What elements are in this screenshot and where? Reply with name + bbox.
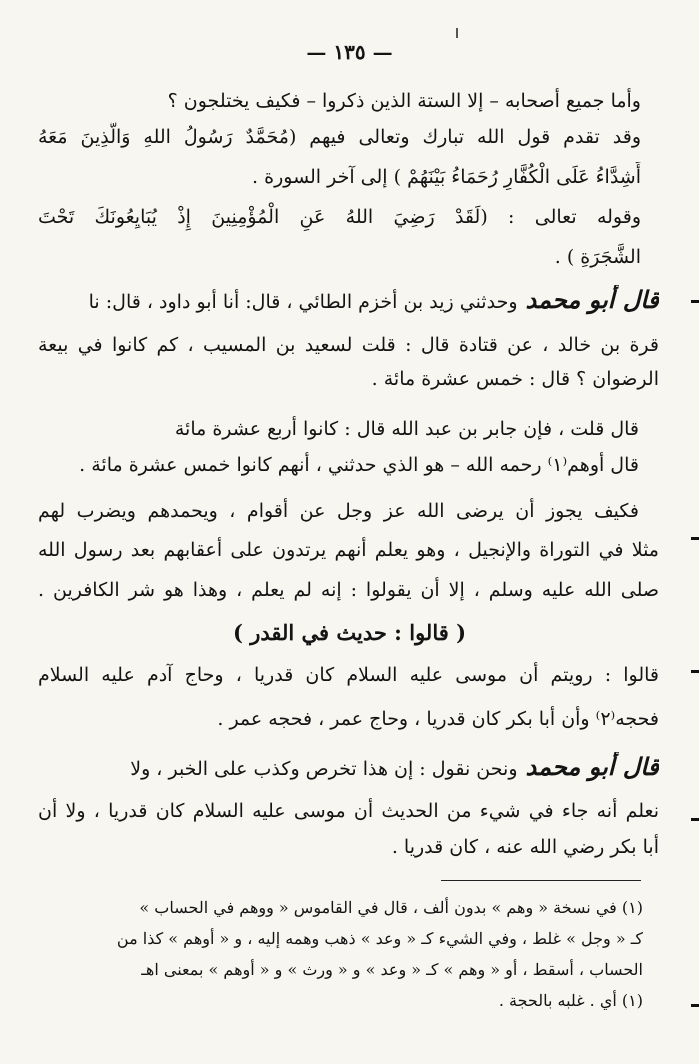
page-number: — ١٣٥ —: [306, 40, 393, 64]
text-line: وأما جميع أصحابه – إلا الستة الذين ذكروا – فكيف يختلجون ؟: [167, 90, 641, 112]
text-line: فكيف يجوز أن يرضى الله عز وجل عن أقوام ، ويحمدهم ويضرب لهم: [38, 500, 639, 522]
text-line: وقوله تعالى : (لَقَدْ رَضِيَ اللهُ عَنِ الْمُؤْمِنِينَ إِذْ يُبَايِعُونَكَ تَحْتَ: [38, 206, 641, 228]
margin-mark: [691, 670, 699, 673]
speaker-label: قال أبو محمد: [525, 752, 659, 781]
footnote-line: الحساب ، أسقط ، أو « وهم » كـ « وعد » و « ورث » و « أوهم » بمعنى اهـ: [141, 960, 643, 979]
text-line: قرة بن خالد ، عن قتادة قال : قلت لسعيد بن المسيب ، كم كانوا في بيعة: [38, 334, 659, 356]
text-line: قال أوهم⁽١⁾ رحمه الله – هو الذي حدثني ، أنهم كانوا خمس عشرة مائة .: [79, 454, 639, 476]
footnote-line: (١) أي . غلبه بالحجة .: [498, 991, 643, 1010]
text-line: مثلا في التوراة والإنجيل ، وهو يعلم أنهم يرتدون على أعقابهم بعد رسول الله: [38, 539, 659, 561]
text-line: أَشِدَّاءُ عَلَى الْكُفَّارِ رُحَمَاءُ بَيْنَهُمْ ) إلى آخر السورة .: [252, 166, 641, 188]
text-line: صلى الله عليه وسلم ، إلا أن يقولوا : إنه لم يعلم ، وهذا هو شر الكافرين .: [38, 579, 659, 601]
text-span: ونحن نقول : إن هذا تخرص وكذب على الخبر ، ولا: [130, 758, 518, 780]
footnote-line: (١) في نسخة « وهم » بدون ألف ، قال في القاموس « ووهم في الحساب »: [139, 898, 643, 917]
speaker-paragraph-line: [38, 752, 659, 784]
text-line: الرضوان ؟ قال : خمس عشرة مائة .: [371, 368, 659, 390]
speaker-label: قال أبو محمد: [525, 285, 659, 314]
margin-mark: [691, 818, 699, 821]
text-line: وقد تقدم قول الله تبارك وتعالى فيهم (مُحَمَّدٌ رَسُولُ اللهِ وَالَّذِينَ مَعَهُ: [38, 126, 641, 148]
footnote-line: كـ « وجل » غلط ، وفي الشيء كـ « وعد » ذهب وهمه إليه ، و « أوهم » كذا من: [116, 929, 643, 948]
margin-mark: [691, 537, 699, 540]
text-line: قالوا : رويتم أن موسى عليه السلام كان قدريا ، وحاج آدم عليه السلام: [38, 664, 659, 686]
text-span: وحدثني زيد بن أخزم الطائي ، قال: أنا أبو داود ، قال: نا: [88, 291, 518, 313]
text-line: فحجه⁽٢⁾ وأن أبا بكر كان قدريا ، وحاج عمر ، فحجه عمر .: [217, 708, 659, 730]
section-heading: ( قالوا : حديث في القدر ): [232, 620, 467, 645]
margin-mark: [691, 300, 699, 303]
text-line: نعلم أنه جاء في شيء من الحديث أن موسى عليه السلام كان قدريا ، ولا أن: [38, 800, 659, 822]
speaker-paragraph-line: [38, 285, 659, 317]
scan-speck: [456, 28, 458, 38]
text-line: قال قلت ، فإن جابر بن عبد الله قال : كانوا أربع عشرة مائة: [174, 418, 639, 440]
footnote-divider: [441, 880, 641, 881]
text-line: الشَّجَرَةِ ) .: [554, 246, 641, 268]
margin-mark: [691, 1004, 699, 1007]
text-line: أبا بكر رضي الله عنه ، كان قدريا .: [391, 836, 659, 858]
